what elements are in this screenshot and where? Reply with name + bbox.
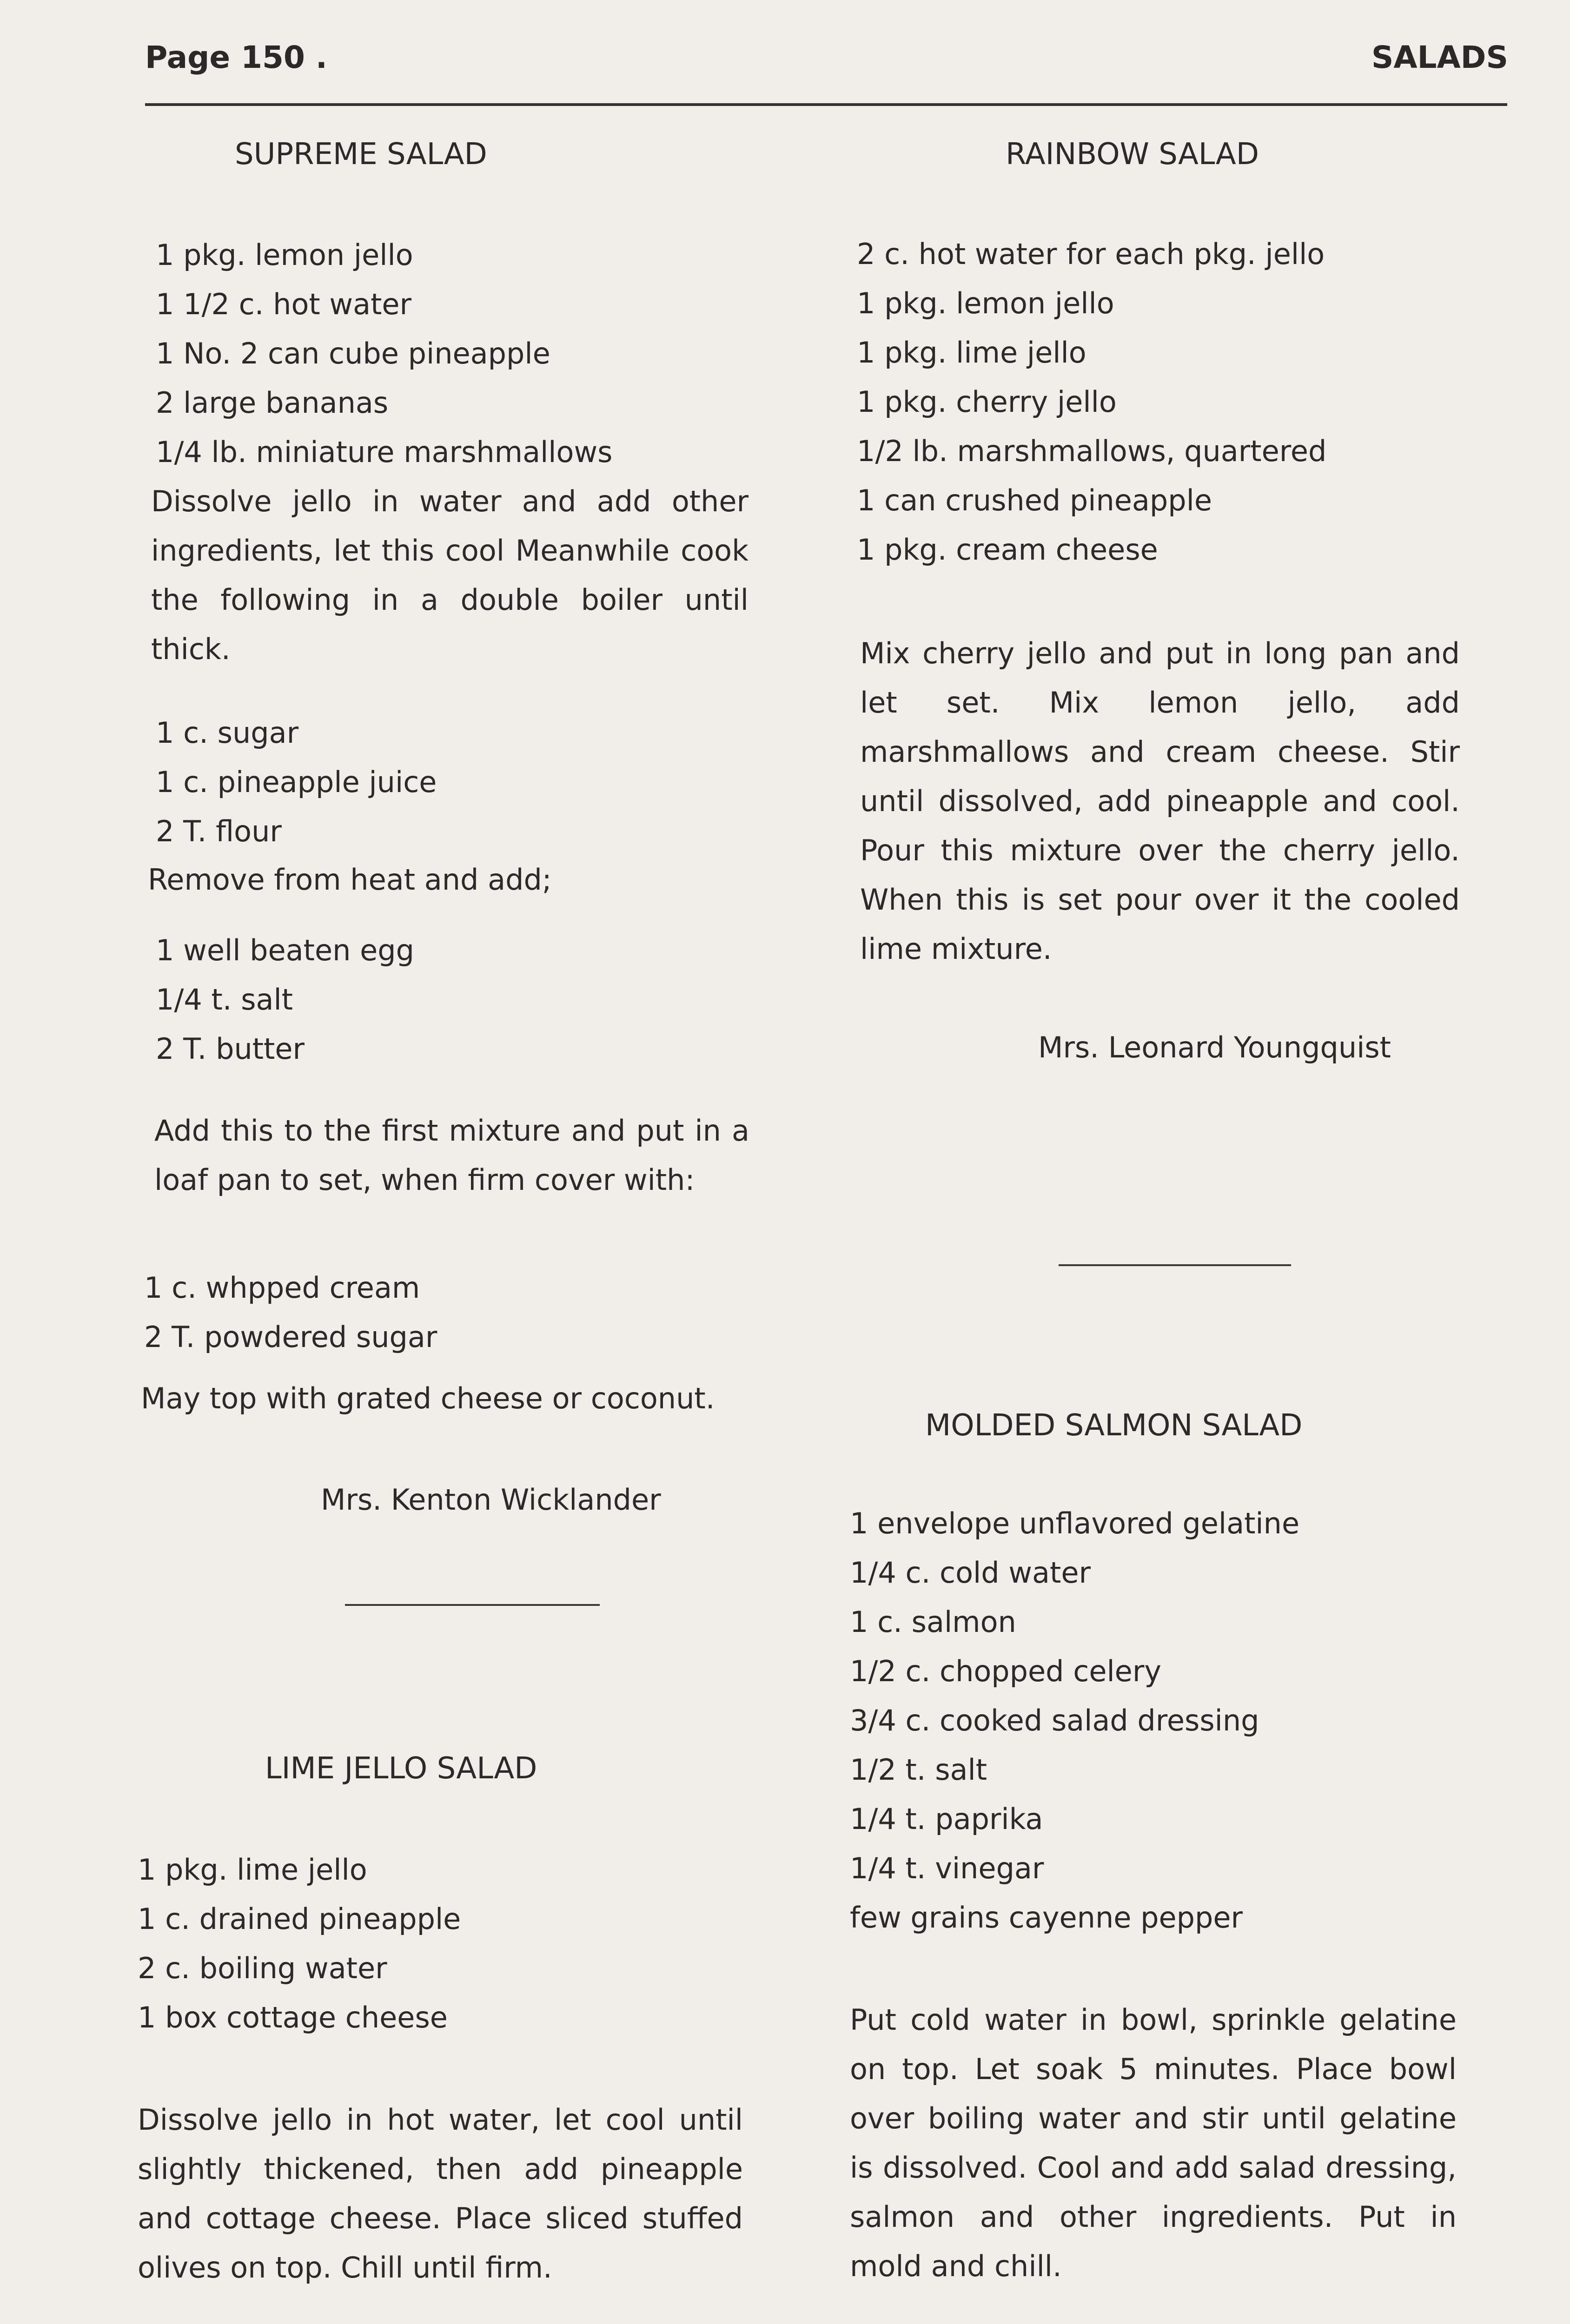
supreme-author: Mrs. Kenton Wicklander — [321, 1483, 661, 1517]
ingredient-line: 1 pkg. lemon jello — [156, 238, 413, 272]
rainbow-step: Mix cherry jello and put in long pan and let set. Mix lemon jello, add marshmallows and cream cheese. Stir until dissolved, add pineapple and cool. Pour this mixture over the cherry jello. When this is set pour over it the cooled lime mixture. — [860, 636, 1460, 966]
ingredient-line: 1/4 c. cold water — [850, 1556, 1091, 1590]
ingredient-line: 1/2 c. chopped celery — [850, 1654, 1162, 1688]
supreme-ingredients-4 — [144, 1263, 437, 1362]
ingredient-line: 1 c. whpped cream — [144, 1271, 420, 1305]
supreme-salad-title: SUPREME SALAD — [235, 137, 487, 172]
ingredient-line: 1 pkg. lemon jello — [857, 286, 1114, 320]
header-rule — [145, 103, 1507, 106]
lime-step: Dissolve jello in hot water, let cool until slightly thickened, then add pineapple and cottage cheese. Place sliced stuffed olives on top. Chill until firm. — [138, 2103, 743, 2284]
ingredient-line: 1/2 lb. marshmallows, quartered — [857, 434, 1327, 468]
ingredient-line: 1/2 t. salt — [850, 1753, 987, 1787]
ingredient-line: 1/4 t. paprika — [850, 1802, 1043, 1836]
ingredient-line: 1 box cottage cheese — [138, 2000, 448, 2034]
lime-jello-salad-title: LIME JELLO SALAD — [265, 1751, 537, 1786]
separator-line — [1059, 1264, 1291, 1266]
ingredient-line: 1 No. 2 can cube pineapple — [156, 337, 550, 370]
ingredient-line: 1/4 t. salt — [156, 983, 293, 1017]
ingredient-line: 2 c. hot water for each pkg. jello — [857, 237, 1325, 271]
ingredient-line: 1 c. sugar — [156, 716, 299, 750]
lime-ingredients — [138, 1845, 461, 2042]
ingredient-line: 1 well beaten egg — [156, 933, 414, 967]
molded-salmon-salad-title: MOLDED SALMON SALAD — [925, 1408, 1303, 1443]
ingredient-line: 1 envelope unflavored gelatine — [850, 1506, 1300, 1540]
separator-line — [345, 1604, 600, 1606]
rainbow-salad-title: RAINBOW SALAD — [1006, 137, 1259, 172]
supreme-step-4: May top with grated cheese or coconut. — [141, 1381, 715, 1415]
supreme-step-2 — [148, 855, 552, 905]
supreme-step-3: Add this to the first mixture and put in a loaf pan to set, when firm cover with: — [154, 1114, 749, 1197]
ingredient-line: 2 T. butter — [156, 1032, 305, 1066]
rainbow-author: Mrs. Leonard Youngquist — [1038, 1030, 1391, 1064]
ingredient-line: 1/4 lb. miniature marshmallows — [156, 435, 613, 469]
ingredient-line: 1 pkg. lime jello — [138, 1853, 367, 1887]
ingredient-line: 2 c. boiling water — [138, 1951, 387, 1985]
supreme-ingredients-2 — [156, 708, 437, 856]
ingredient-line: 1 pkg. lime jello — [857, 336, 1086, 370]
ingredient-line: 1 1/2 c. hot water — [156, 287, 412, 321]
ingredient-line: 1/4 t. vinegar — [850, 1851, 1044, 1885]
supreme-ingredients-1 — [156, 231, 612, 477]
supreme-step-1: Dissolve jello in water and add other ingredients, let this cool Meanwhile cook the following in a double boiler until thick. — [151, 484, 749, 666]
rainbow-ingredients — [857, 230, 1326, 574]
ingredient-line: 1 c. pineapple juice — [156, 765, 437, 799]
ingredient-line: 1 c. drained pineapple — [138, 1902, 461, 1936]
ingredient-line: 1 c. salmon — [850, 1605, 1016, 1639]
salmon-step: Put cold water in bowl, sprinkle gelatine on top. Let soak 5 minutes. Place bowl over boiling water and stir until gelatine is dissolved. Cool and add salad dressing, salmon and other ingredients. Put in mold and chill. — [850, 2003, 1457, 2283]
ingredient-line: 1 pkg. cream cheese — [857, 533, 1158, 567]
instruction-line: Remove from heat and add; — [148, 863, 552, 897]
ingredient-line: few grains cayenne pepper — [850, 1901, 1243, 1934]
section-title: SALADS — [1371, 40, 1508, 75]
salmon-ingredients — [850, 1499, 1299, 1942]
ingredient-line: 2 T. powdered sugar — [144, 1320, 437, 1354]
ingredient-line: 1 pkg. cherry jello — [857, 385, 1117, 419]
ingredient-line: 2 T. flour — [156, 814, 282, 848]
ingredient-line: 2 large bananas — [156, 386, 389, 420]
ingredient-line: 3/4 c. cooked salad dressing — [850, 1703, 1259, 1737]
page-number: Page 150 . — [145, 40, 327, 75]
ingredient-line: 1 can crushed pineapple — [857, 483, 1212, 517]
supreme-ingredients-3 — [156, 926, 414, 1074]
